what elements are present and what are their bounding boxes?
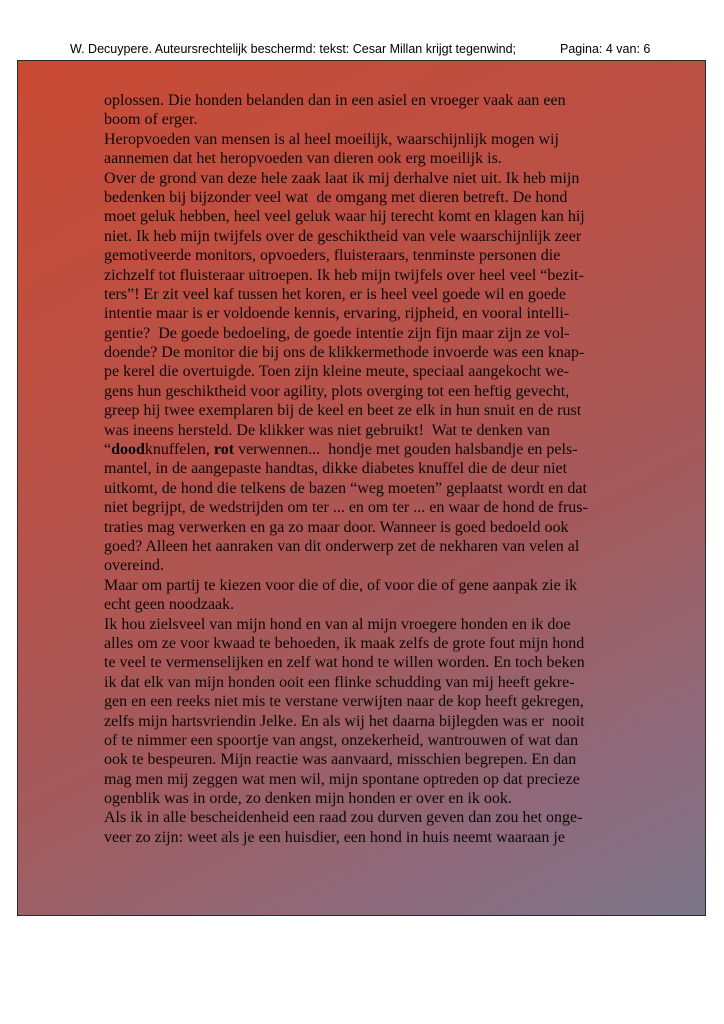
bold-word: dood	[111, 441, 145, 459]
text-line: pe kerel die overtuigde. Toen zijn kleine meute, speciaal aangekocht we-	[104, 363, 570, 381]
text-line: overeind.	[104, 557, 164, 575]
text-line: doende? De monitor die bij ons de klikkermethode invoerde was een knap-	[104, 344, 585, 362]
text-line: te veel te vermenselijken en zelf wat hond te willen worden. En toch beken	[104, 654, 585, 672]
text-line: oplossen. Die honden belanden dan in een asiel en vroeger vaak aan een	[104, 92, 566, 109]
text-line: ik dat elk van mijn honden ooit een flinke schudding van mij heeft gekre-	[104, 673, 575, 691]
text-line: Ik hou zielsveel van mijn hond en van al mijn vroegere honden en ik doe	[104, 615, 571, 633]
text-line: ook te bespeuren. Mijn reactie was aanvaard, misschien begrepen. En dan	[104, 751, 577, 769]
text-segment: “	[104, 441, 112, 459]
text-line: boom of erger.	[104, 111, 198, 129]
text-line: alles om ze voor kwaad te behoeden, ik maak zelfs de grote fout mijn hond	[104, 634, 585, 652]
bold-word: rot	[213, 441, 235, 459]
text-line: moet geluk hebben, heel veel geluk waar hij terecht komt en klagen kan hij	[104, 208, 585, 226]
text-line: was ineens hersteld. De klikker was niet gebruikt! Wat te denken van	[104, 421, 550, 439]
text-line: ters”! Er zit veel kaf tussen het koren, er is heel veel goede wil en goede	[104, 285, 567, 303]
text-line: zelfs mijn hartsvriendin Jelke. En als wij het daarna bijlegden was er nooit	[104, 712, 585, 730]
text-line: gentie? De goede bedoeling, de goede intentie zijn fijn maar zijn ze vol-	[104, 324, 570, 342]
text-line: echt geen noodzaak.	[104, 596, 235, 614]
text-line: traties mag verwerken en ga zo maar door. Wanneer is goed bedoeld ook	[104, 518, 569, 536]
text-line: veer zo zijn: weet als je een huisdier, een hond in huis neemt waaraan je	[104, 828, 565, 846]
text-line: ogenblik was in orde, zo denken mijn honden er over en ik ook.	[104, 790, 512, 808]
text-line: aannemen dat het heropvoeden van dieren ook erg moeilijk is.	[104, 150, 502, 168]
page-header	[0, 42, 724, 60]
text-line: Over de grond van deze hele zaak laat ik mij derhalve niet uit. Ik heb mijn	[104, 169, 580, 187]
text-segment: verwennen... hondje met gouden halsbandje en pels-	[234, 441, 578, 459]
text-line: Maar om partij te kiezen voor die of die, of voor die of gene aanpak zie ik	[104, 576, 578, 594]
text-line: uitkomt, de hond die telkens de bazen “weg moeten” geplaatst wordt en dat	[104, 479, 587, 497]
header-title: W. Decuypere. Auteursrechtelijk beschermd: tekst: Cesar Millan krijgt tegenwind;	[70, 42, 517, 56]
text-segment: knuffelen,	[144, 441, 214, 459]
text-line: gen en een reeks niet mis te verstane verwijten naar de kop heeft gekregen,	[104, 693, 584, 711]
text-line: greep hij twee exemplaren bij de keel en beet ze elk in hun snuit en de rust	[104, 402, 582, 420]
text-line: niet begrijpt, de wedstrijden om ter ... en om ter ... en waar de hond de frus-	[104, 499, 588, 517]
text-line: Heropvoeden van mensen is al heel moeilijk, waarschijnlijk mogen wij	[104, 130, 559, 148]
text-panel	[17, 60, 706, 916]
text-line: gemotiveerde monitors, opvoeders, fluisteraars, tenminste personen die	[104, 247, 561, 265]
text-line: intentie maar is er voldoende kennis, ervaring, rijpheid, en vooral intelli-	[104, 305, 570, 323]
text-line: mag men mij zeggen wat men wil, mijn spontane optreden op dat precieze	[104, 770, 580, 788]
text-line: goed? Alleen het aanraken van dit onderwerp zet de nekharen van velen al	[104, 537, 580, 555]
page-number: Pagina: 4 van: 6	[560, 42, 651, 56]
text-line	[104, 440, 634, 459]
text-line: Als ik in alle bescheidenheid een raad zou durven geven dan zou het onge-	[104, 809, 583, 827]
text-line: gens hun geschiktheid voor agility, plots overging tot een heftig gevecht,	[104, 382, 570, 400]
text-line: zichzelf tot fluisteraar uitroepen. Ik heb mijn twijfels over heel veel “bezit-	[104, 266, 584, 284]
body-text	[104, 91, 634, 847]
text-line: niet. Ik heb mijn twijfels over de geschiktheid van vele waarschijnlijk zeer	[104, 227, 582, 245]
text-line: mantel, in de aangepaste handtas, dikke diabetes knuffel die de deur niet	[104, 460, 568, 478]
text-line: bedenken bij bijzonder veel wat de omgang met dieren betreft. De hond	[104, 188, 568, 206]
text-line: of te nimmer een spoortje van angst, onzekerheid, wantrouwen of wat dan	[104, 731, 579, 749]
